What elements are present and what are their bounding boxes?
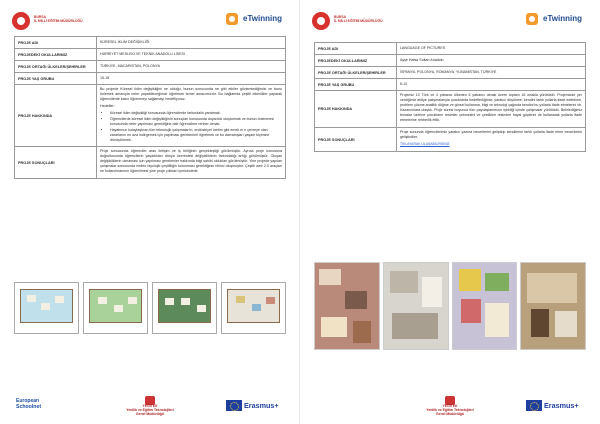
eu-flag-icon [526,400,542,411]
row-key: PROJE HAKKINDA [15,85,97,147]
table-row [15,37,286,49]
row-value: 15-18 [97,73,286,85]
etwinning-logo-icon [226,13,238,25]
row-value: İSPANYA, POLONYA, ROMANYA, YUNANİSTAN, TÜRKİYE [397,67,586,79]
yegitek-logo: YEĞİTEK Yenilik ve Eğitim Teknolojileri Genel Müdürlüğü [418,396,482,418]
erasmus-logo: Erasmus+ [226,400,296,414]
collage-photo [383,262,449,350]
table-row-about [15,85,286,147]
row-value: Ayşe Hafsa Sultan Anadolu [397,55,586,67]
etwinning-logo-text: eTwinning [243,14,282,23]
row-value: 6-10 [397,79,586,91]
row-key: PROJE YAŞ GRUBU [15,73,97,85]
table-row-results [15,147,286,179]
eu-flag-icon [226,400,242,411]
yegitek-logo: YEĞİTEK Yenilik ve Eğitim Teknolojileri Genel Müdürlüğü [118,396,182,418]
meb-logo-icon [12,12,30,30]
table-row [315,79,586,91]
page-header [300,10,600,36]
table-row [15,73,286,85]
classroom-board-photo [152,282,217,334]
results-text: Proje sonunda öğrencilerimiz yaratıcı yazma becerilerini geliştirip kendilerini farklı yollarla ifade etme becerilerini geliştirdiler. [400,130,582,139]
row-key: PROJE HAKKINDA [315,91,397,128]
classroom-board-photo [221,282,286,334]
brand-text: BURSA İL MİLLİ EĞİTİM MÜDÜRLÜĞÜ [34,15,83,23]
page-header [0,10,300,36]
row-value: TÜRKİYE, MACARİSTAN, POLONYA [97,61,286,73]
european-schoolnet-logo: European Schoolnet [16,398,42,410]
table-row-about [315,91,586,128]
list-item: • Hayatımızı kolaylaştıran tüm teknolojik çalışmalar'ın, endüstriyel üretim gibi emek er n çevreye olan zararlarını en aza indirgemek için yapılması gerekenleri öğretmek ve bu davranışları yaşam biçimine dönüştürmek. [110,128,282,143]
project-info-table [314,42,586,152]
row-key: PROJEDEKİ OKULLARIMIZ [315,55,397,67]
row-value: LANGUAGE OF PICTURES [397,43,586,55]
row-key: PROJE YAŞ GRUBU [315,79,397,91]
list-item: • Öğrencilerde küresel iklim değişikliğinin sonuçları konusunda duyarlılık oluşturmak ve bunun önlenmesi konusunda neler yapılması gerektiğine dair öğrencilere rehber olmak. [110,117,282,127]
brand-text: BURSA İL MİLLİ EĞİTİM MÜDÜRLÜĞÜ [334,15,383,23]
project-photo-collage [314,262,586,350]
table-row [15,49,286,61]
row-key: PROJE SONUÇLARI [15,147,97,179]
collage-photo [314,262,380,350]
project-photos [14,282,286,334]
row-key: PROJEDEKİ OKULLARIMIZ [15,49,97,61]
table-row-results [315,128,586,152]
row-key: PROJE ADI [315,43,397,55]
row-value: KÜRESEL İKLİM DEĞİŞİKLİĞİ [97,37,286,49]
results-text: Proje sonucunda öğrenciler aras iletişim ve iş birliğinin gerçekleştiği görülmüştür. Ayrıca proje konusuna doğrultusunda öğrencilerin yaşadıkları dünya üzerindeki değişikliklerin farkındalığı artığı görülmüştür. Oluşan değişikliklerin olmaması için yapılması gerekenler hakkında bilgi sahibi oldukları görülmüştür. Yine projede yapılan çalışmalar sonucunda neden biyolojik çeşitliliğin korunması gerektiğinin bilinci oluşmuştur. Çeşitli web 2.0 araçları ne kullanılmasının öğrenilmesi yine proje çıktıları içerisindedir. [97,147,286,179]
collage-photo [452,262,518,350]
goals-list [100,111,282,143]
classroom-board-photo [83,282,148,334]
table-row [15,61,286,73]
erasmus-logo: Erasmus+ [526,400,596,414]
about-intro: Bu projede Küresel iklim değişikliğini ne olduğu, bunun sonucunda ne gibi etkiler gözlemlediğimizi ve bunu önlemek amacıyla neler yapabileceğimizi öğretmek temel amacımızdır. Bu bağlamda çeşitli etkinlikler yaparak öğrencilerde kalıcı öğrenmeyi sağlamayı hedefliyoruz. [100,87,282,101]
row-key: PROJE ADI [15,37,97,49]
classroom-board-photo [14,282,79,334]
page-footer [300,396,600,418]
page-footer [0,396,300,418]
about-content [97,85,286,147]
right-page [300,0,600,424]
project-info-table [14,36,286,179]
row-key: PROJE SONUÇLARI [315,128,397,152]
about-content: Projemiz 10 Türk ve 4 yabancı ülkeden 6 yabancı olmak üzere toplam 16 ortakla yürütüldü. Projemizde yer verdiğimiz atölye çalışmalarıyla çocuklarda hedeflediğimiz; yaratıcı düşünme, kendini farklı yollarla ifade edebilme, problem çözme,analitik düğme ve görsel kullanma, bilgi ve teknoloji çağında kendini bu yollarla ifade etmelerini vb. Kazanımlara ulaştık. Proje süresi boyunca tüm paydaşlarımızın işbirliği içinde çalışmalar yürütüldü. Belirlediğimiz temalar üzerine çocukların resimler çekmesini ve çektikleri resimleri hayal güçlerini de kullanarak yollarla ifade etmelerine rehberlik ettik. [397,91,586,128]
goals-title: Hedefler: [100,104,115,108]
collage-photo [520,262,586,350]
results-content [397,128,586,152]
project-link[interactable]: TIKLAYARAK ULAŞABİLİRSİNİZ [400,142,450,146]
row-key: PROJE ORTAĞI ÜLKELER/ŞEHİRLER [315,67,397,79]
etwinning-logo-icon [526,13,538,25]
etwinning-logo-text: eTwinning [543,14,582,23]
row-key: PROJE ORTAĞI ÜLKELER/ŞEHİRLER [15,61,97,73]
list-item: • Küresel iklim değişikliği konusunda öğrencilerde farkındalık yaratmak. [110,111,282,116]
table-row [315,67,586,79]
table-row [315,43,586,55]
row-value: HÜRRİYET MESLEKİ VE TEKNİK ANADOLU LİSESİ [97,49,286,61]
table-row [315,55,586,67]
meb-logo-icon [312,12,330,30]
